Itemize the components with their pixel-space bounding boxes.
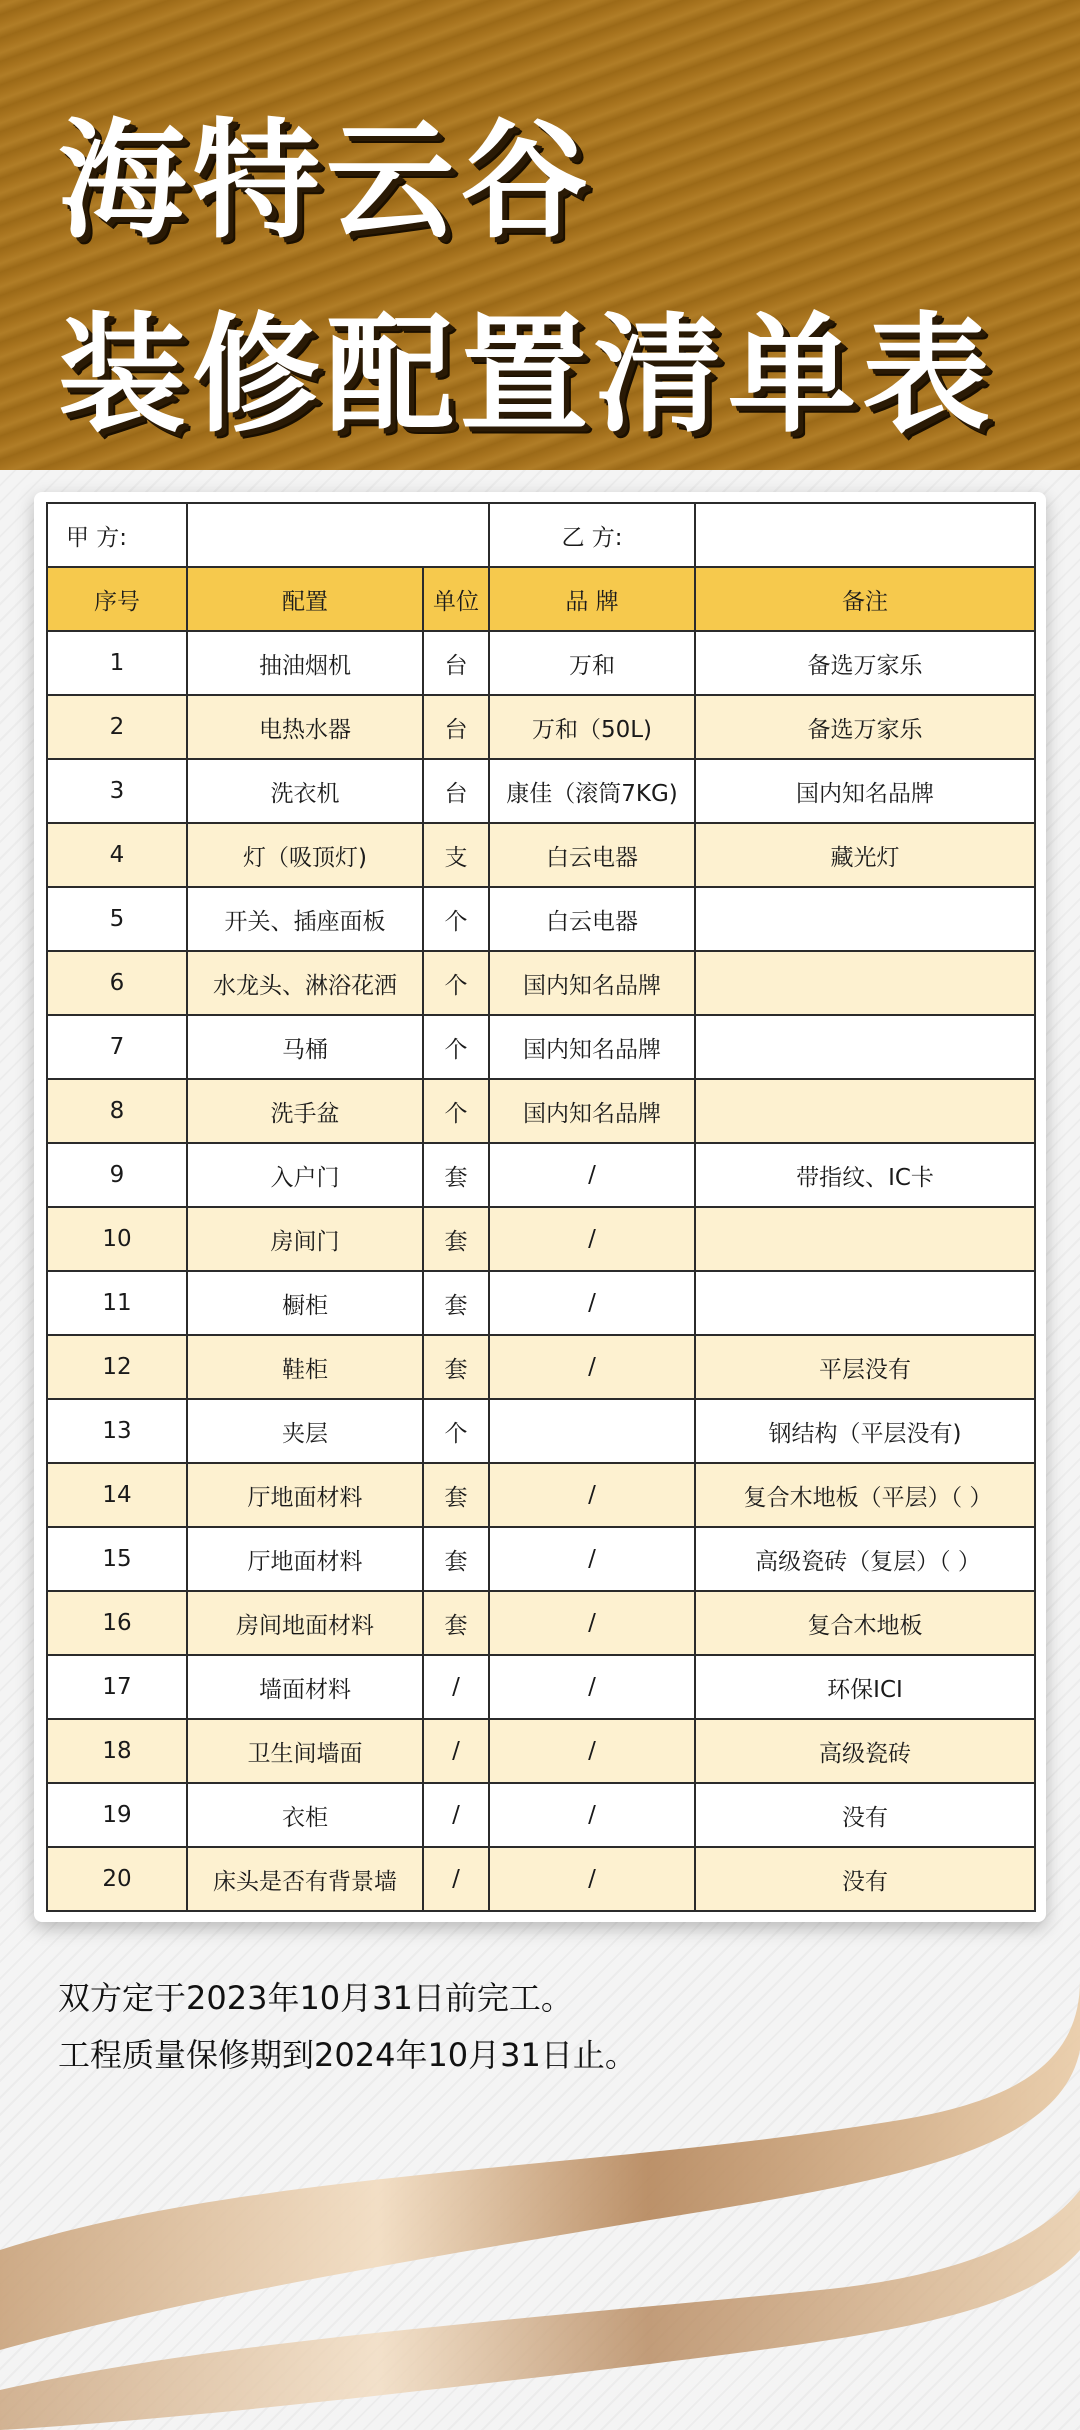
cell-config: 鞋柜 xyxy=(187,1335,423,1399)
title-line-2: 装修配置清单表 xyxy=(58,301,997,450)
cell-config: 灯（吸顶灯) xyxy=(187,823,423,887)
cell-unit: 支 xyxy=(423,823,489,887)
cell-note xyxy=(695,1015,1035,1079)
party-b-label: 乙 方: xyxy=(489,503,695,567)
cell-note: 平层没有 xyxy=(695,1335,1035,1399)
cell-config: 床头是否有背景墙 xyxy=(187,1847,423,1911)
cell-index: 10 xyxy=(47,1207,187,1271)
cell-unit: / xyxy=(423,1719,489,1783)
header-banner xyxy=(0,0,1080,470)
cell-brand: 国内知名品牌 xyxy=(489,951,695,1015)
table-row xyxy=(47,1143,1035,1207)
cell-unit: 台 xyxy=(423,759,489,823)
cell-config: 水龙头、淋浴花洒 xyxy=(187,951,423,1015)
cell-brand: / xyxy=(489,1847,695,1911)
cell-unit: 个 xyxy=(423,951,489,1015)
header-note: 备注 xyxy=(695,567,1035,631)
cell-config: 洗衣机 xyxy=(187,759,423,823)
cell-note: 备选万家乐 xyxy=(695,695,1035,759)
cell-unit: 套 xyxy=(423,1335,489,1399)
cell-index: 9 xyxy=(47,1143,187,1207)
cell-config: 抽油烟机 xyxy=(187,631,423,695)
cell-unit: / xyxy=(423,1783,489,1847)
cell-unit: 台 xyxy=(423,695,489,759)
cell-brand: 白云电器 xyxy=(489,823,695,887)
cell-unit: 套 xyxy=(423,1591,489,1655)
cell-index: 17 xyxy=(47,1655,187,1719)
cell-unit: 台 xyxy=(423,631,489,695)
cell-brand: / xyxy=(489,1719,695,1783)
cell-config: 夹层 xyxy=(187,1399,423,1463)
cell-brand: 国内知名品牌 xyxy=(489,1079,695,1143)
cell-brand: 万和（50L) xyxy=(489,695,695,759)
cell-unit: 个 xyxy=(423,1399,489,1463)
cell-config: 橱柜 xyxy=(187,1271,423,1335)
party-b-value xyxy=(695,503,1035,567)
table-row xyxy=(47,759,1035,823)
cell-brand: / xyxy=(489,1591,695,1655)
table-row xyxy=(47,1079,1035,1143)
cell-config: 洗手盆 xyxy=(187,1079,423,1143)
cell-note: 钢结构（平层没有) xyxy=(695,1399,1035,1463)
cell-note: 复合木地板 xyxy=(695,1591,1035,1655)
table-row xyxy=(47,1527,1035,1591)
party-a-value xyxy=(187,503,489,567)
completion-note: 双方定于2023年10月31日前完工。 xyxy=(58,1979,573,2017)
cell-unit: 套 xyxy=(423,1463,489,1527)
cell-unit: 个 xyxy=(423,887,489,951)
cell-note: 高级瓷砖 xyxy=(695,1719,1035,1783)
cell-brand: / xyxy=(489,1783,695,1847)
table-row xyxy=(47,1399,1035,1463)
party-a-label: 甲 方: xyxy=(47,503,187,567)
cell-config: 马桶 xyxy=(187,1015,423,1079)
table-row xyxy=(47,1655,1035,1719)
cell-index: 7 xyxy=(47,1015,187,1079)
cell-brand: 康佳（滚筒7KG) xyxy=(489,759,695,823)
cell-brand: 国内知名品牌 xyxy=(489,1015,695,1079)
cell-index: 11 xyxy=(47,1271,187,1335)
table-row xyxy=(47,1719,1035,1783)
cell-index: 15 xyxy=(47,1527,187,1591)
cell-note xyxy=(695,951,1035,1015)
cell-unit: / xyxy=(423,1655,489,1719)
cell-index: 14 xyxy=(47,1463,187,1527)
cell-brand: / xyxy=(489,1207,695,1271)
cell-index: 20 xyxy=(47,1847,187,1911)
cell-brand: / xyxy=(489,1143,695,1207)
table-row xyxy=(47,1783,1035,1847)
cell-note xyxy=(695,1079,1035,1143)
cell-brand: / xyxy=(489,1655,695,1719)
cell-index: 5 xyxy=(47,887,187,951)
table-row xyxy=(47,1463,1035,1527)
cell-brand: / xyxy=(489,1335,695,1399)
cell-index: 19 xyxy=(47,1783,187,1847)
cell-brand: / xyxy=(489,1463,695,1527)
cell-note: 带指纹、IC卡 xyxy=(695,1143,1035,1207)
cell-config: 电热水器 xyxy=(187,695,423,759)
cell-index: 4 xyxy=(47,823,187,887)
cell-unit: 套 xyxy=(423,1271,489,1335)
header-config: 配置 xyxy=(187,567,423,631)
cell-note xyxy=(695,1207,1035,1271)
cell-unit: 套 xyxy=(423,1527,489,1591)
cell-brand: / xyxy=(489,1271,695,1335)
cell-config: 衣柜 xyxy=(187,1783,423,1847)
table-row xyxy=(47,887,1035,951)
cell-note: 没有 xyxy=(695,1783,1035,1847)
cell-config: 厅地面材料 xyxy=(187,1527,423,1591)
cell-note: 复合木地板（平层）（ ） xyxy=(695,1463,1035,1527)
cell-index: 6 xyxy=(47,951,187,1015)
table-row xyxy=(47,1015,1035,1079)
cell-config: 卫生间墙面 xyxy=(187,1719,423,1783)
cell-note: 藏光灯 xyxy=(695,823,1035,887)
cell-index: 16 xyxy=(47,1591,187,1655)
table-row xyxy=(47,951,1035,1015)
cell-note xyxy=(695,887,1035,951)
table-header-row xyxy=(47,567,1035,631)
cell-config: 开关、插座面板 xyxy=(187,887,423,951)
table-row xyxy=(47,1847,1035,1911)
cell-index: 12 xyxy=(47,1335,187,1399)
cell-config: 墙面材料 xyxy=(187,1655,423,1719)
cell-unit: 个 xyxy=(423,1015,489,1079)
cell-index: 18 xyxy=(47,1719,187,1783)
cell-note xyxy=(695,1271,1035,1335)
cell-unit: / xyxy=(423,1847,489,1911)
cell-index: 8 xyxy=(47,1079,187,1143)
cell-unit: 个 xyxy=(423,1079,489,1143)
config-table xyxy=(46,502,1036,1912)
cell-config: 厅地面材料 xyxy=(187,1463,423,1527)
cell-brand: 万和 xyxy=(489,631,695,695)
table-row xyxy=(47,1335,1035,1399)
cell-index: 1 xyxy=(47,631,187,695)
party-row xyxy=(47,503,1035,567)
cell-note: 高级瓷砖（复层）（ ） xyxy=(695,1527,1035,1591)
cell-unit: 套 xyxy=(423,1207,489,1271)
table-row xyxy=(47,1207,1035,1271)
cell-index: 13 xyxy=(47,1399,187,1463)
cell-config: 房间门 xyxy=(187,1207,423,1271)
cell-note: 国内知名品牌 xyxy=(695,759,1035,823)
header-index: 序号 xyxy=(47,567,187,631)
table-row xyxy=(47,631,1035,695)
table-row xyxy=(47,695,1035,759)
cell-note: 备选万家乐 xyxy=(695,631,1035,695)
cell-brand: 白云电器 xyxy=(489,887,695,951)
cell-unit: 套 xyxy=(423,1143,489,1207)
table-row xyxy=(47,823,1035,887)
table-row xyxy=(47,1271,1035,1335)
cell-brand xyxy=(489,1399,695,1463)
header-unit: 单位 xyxy=(423,567,489,631)
cell-index: 3 xyxy=(47,759,187,823)
title-line-1: 海特云谷 xyxy=(58,107,595,256)
table-row xyxy=(47,1591,1035,1655)
cell-note: 没有 xyxy=(695,1847,1035,1911)
cell-index: 2 xyxy=(47,695,187,759)
cell-config: 房间地面材料 xyxy=(187,1591,423,1655)
cell-note: 环保ICI xyxy=(695,1655,1035,1719)
cell-config: 入户门 xyxy=(187,1143,423,1207)
warranty-note: 工程质量保修期到2024年10月31日止。 xyxy=(58,2036,637,2074)
cell-brand: / xyxy=(489,1527,695,1591)
header-brand: 品 牌 xyxy=(489,567,695,631)
